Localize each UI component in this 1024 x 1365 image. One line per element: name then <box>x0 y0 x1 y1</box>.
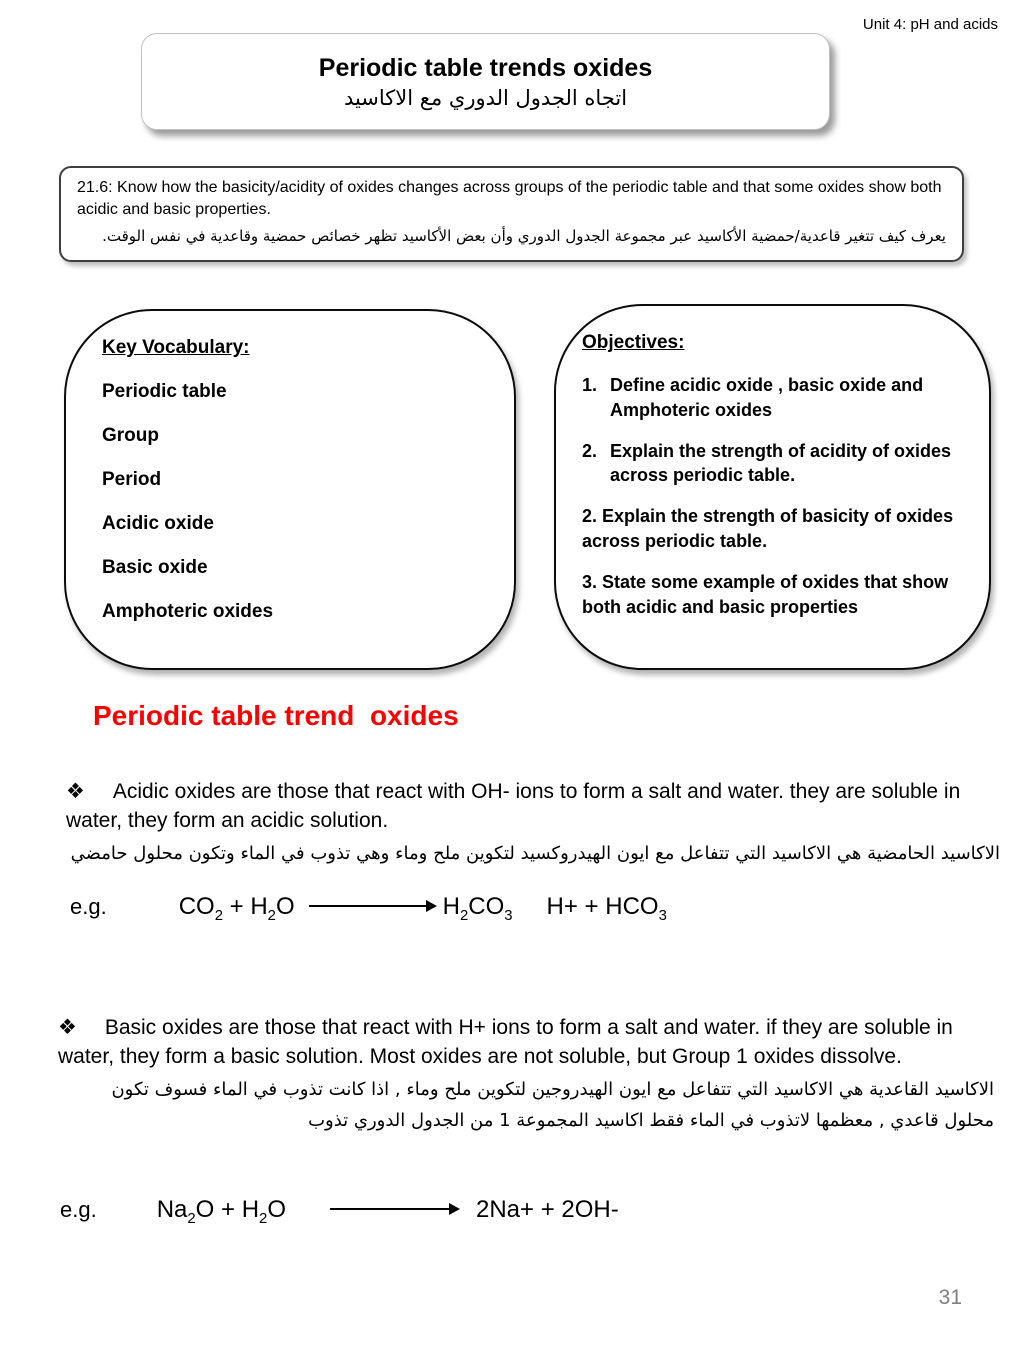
standard-text: 21.6: Know how the basicity/acidity of oxides changes across groups of the periodic table and that some oxides show both acidic and basic properties. <box>77 179 942 218</box>
product: 2Na+ + 2OH- <box>475 1196 619 1223</box>
basic-oxides-paragraph <box>58 1014 994 1134</box>
subscript: 2 <box>267 907 276 924</box>
objective-number: 1. <box>582 375 598 395</box>
slide-title: Periodic table trends oxides <box>318 53 653 82</box>
unit-label: Unit 4: pH and acids <box>862 16 998 33</box>
reaction-arrow-icon <box>330 1208 458 1210</box>
vocabulary-heading: Key Vocabulary: <box>102 337 250 358</box>
eg-label: e.g. <box>60 1197 97 1222</box>
subscript: 3 <box>504 907 513 924</box>
objectives-heading: Objectives: <box>582 332 685 353</box>
reactant: O + H <box>195 1196 260 1223</box>
objective-number: 2. <box>582 440 598 461</box>
objective-item: 3. State some example of oxides that show both acidic and basic properties <box>582 571 949 617</box>
vocabulary-item: Basic oxide <box>102 557 208 578</box>
objectives-panel <box>554 304 991 670</box>
key-vocabulary-panel <box>64 309 516 670</box>
objective-item <box>582 439 971 489</box>
reactant: CO <box>178 893 215 920</box>
page-number: 31 <box>938 1286 962 1309</box>
basic-text-block <box>58 1014 994 1072</box>
objective-item: 2. Explain the strength of basicity of oxides across periodic table. <box>582 506 954 552</box>
acidic-oxides-paragraph <box>66 778 1000 867</box>
eg-label: e.g. <box>70 894 107 919</box>
section-heading: Periodic table trend oxides <box>93 700 459 731</box>
standard-text-arabic: يعرف كيف تتغير قاعدية/حمضية الأكاسيد عبر مجموعة الجدول الدوري وأن بعض الأكاسيد تظهر خصائص حمضية وقاعدية في نفس الوقت. <box>102 227 946 246</box>
reactant: + H <box>222 893 268 920</box>
diamond-bullet-icon: ❖ <box>58 1016 77 1039</box>
acidic-text-block <box>66 778 1000 836</box>
equation-co2 <box>70 893 667 924</box>
subscript: 3 <box>658 907 667 924</box>
title-box <box>141 33 830 130</box>
objective-item <box>582 373 971 423</box>
product: H+ + HCO <box>546 893 659 920</box>
reactant: O <box>267 1196 286 1223</box>
vocabulary-item: Period <box>102 469 162 490</box>
vocabulary-item: Periodic table <box>102 381 227 402</box>
reactant: O <box>275 893 295 920</box>
basic-text-arabic-line1: الاكاسيد القاعدية هي الاكاسيد التي تتفاعل مع ايون الهيدروجين لتكوين ملح وماء , اذا كانت تذوب في الماء فسوف تكون <box>111 1078 994 1100</box>
acidic-text-arabic: الاكاسيد الحامضية هي الاكاسيد التي تتفاعل مع ايون الهيدروكسيد لتكوين ملح وماء وهي تذوب في الماء وتكون محلول حامضي <box>70 842 1000 864</box>
vocabulary-item: Amphoteric oxides <box>102 601 274 622</box>
vocabulary-item: Acidic oxide <box>102 513 214 534</box>
subscript: 2 <box>259 1210 268 1227</box>
slide-title-arabic: اتجاه الجدول الدوري مع الاكاسيد <box>343 85 628 110</box>
subscript: 2 <box>459 907 469 924</box>
diamond-bullet-icon: ❖ <box>66 780 85 803</box>
product: CO <box>468 893 505 920</box>
basic-text-arabic-line2: محلول قاعدي , معظمها لاتذوب في الماء فقط اكاسيد المجموعة 1 من الجدول الدوري تذوب <box>308 1110 994 1132</box>
equation-na2o <box>60 1196 619 1227</box>
objective-text: Explain the strength of acidity of oxides across periodic table. <box>610 440 952 486</box>
reactant: Na <box>156 1196 188 1223</box>
vocabulary-item: Group <box>102 425 159 446</box>
objective-text: Define acidic oxide , basic oxide and Amphoteric oxides <box>610 375 924 420</box>
basic-text: Basic oxides are those that react with H+ ions to form a salt and water. if they are soluble in water, they form a basic solution. Most oxides are not soluble, but Group 1 oxides dissolve. <box>58 1016 953 1068</box>
product: H <box>442 893 460 920</box>
subscript: 2 <box>214 907 223 924</box>
standard-box <box>59 166 964 262</box>
reaction-arrow-icon <box>309 905 435 907</box>
acidic-text: Acidic oxides are those that react with OH- ions to form a salt and water. they are soluble in water, they form an acidic solution. <box>66 780 961 832</box>
subscript: 2 <box>187 1210 196 1227</box>
